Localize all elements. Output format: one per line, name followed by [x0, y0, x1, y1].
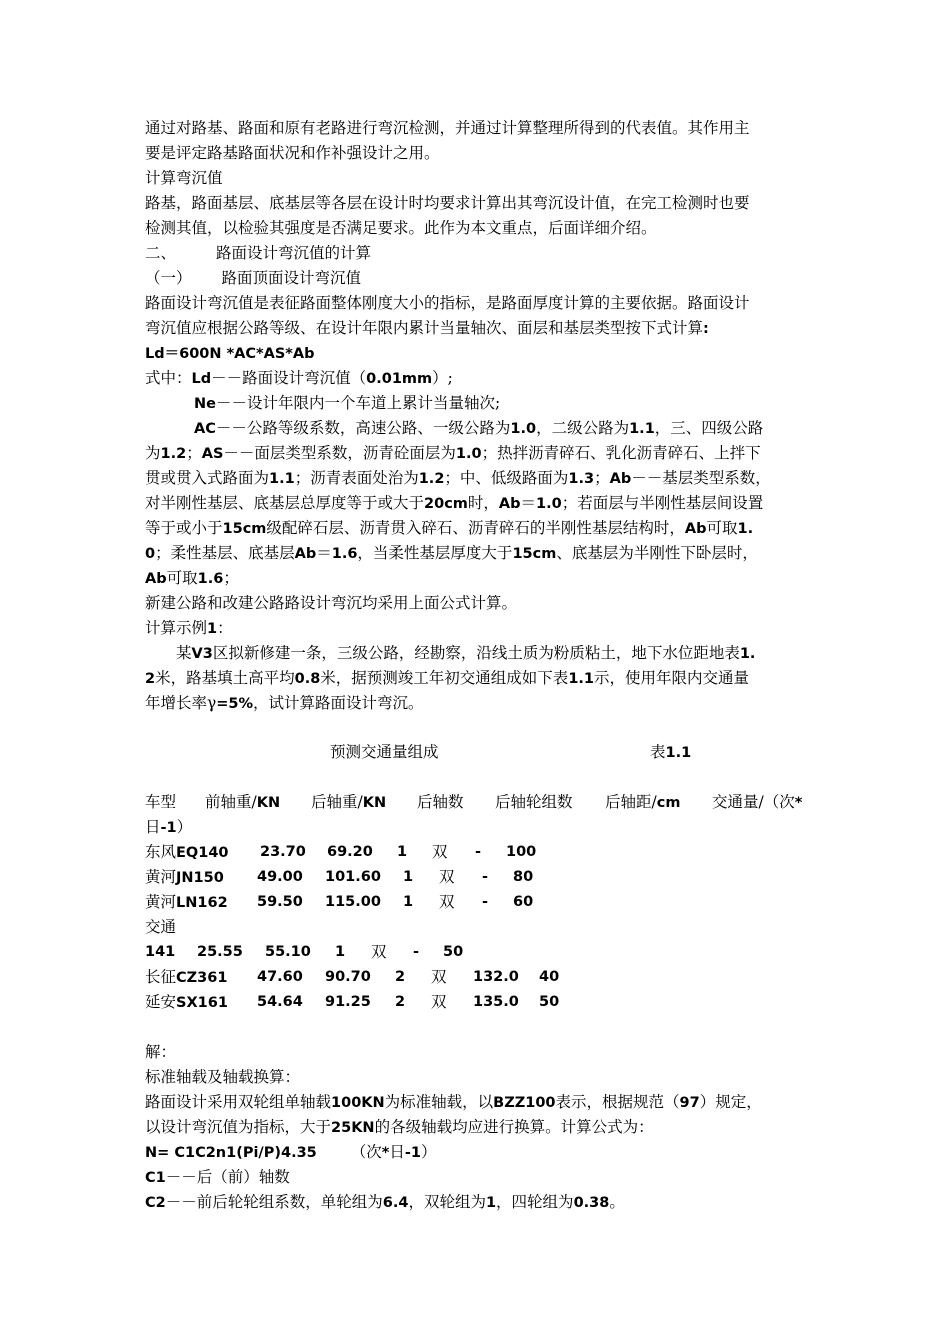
table-cell: 40 — [539, 969, 560, 985]
paragraph-line — [145, 691, 810, 716]
text: 1.1 — [665, 745, 692, 761]
table-cell: - — [482, 869, 489, 885]
formula-text: N= C1C2n1(Pi/P)4.35 — [145, 1145, 317, 1161]
table-cell: 1 — [403, 869, 414, 885]
paragraph-line — [145, 191, 810, 216]
table-cell: 80 — [513, 869, 534, 885]
text: Ab — [145, 571, 167, 587]
text: ） — [176, 818, 193, 836]
text: ；若面层与半刚性基层间设置 — [561, 494, 764, 512]
table-cell: 135.0 — [473, 994, 519, 1010]
table-row — [145, 890, 810, 915]
definition-c1 — [145, 1165, 810, 1190]
text: ，试计算路面设计弯沉。 — [253, 694, 424, 712]
text: －－后（前）轴数 — [165, 1168, 290, 1186]
text: 东风 — [145, 843, 177, 861]
example-heading — [145, 616, 810, 641]
table-cell: 50 — [443, 944, 464, 960]
text: ＝ — [520, 494, 537, 512]
text: ： — [217, 619, 233, 637]
text: 0.38 — [573, 1195, 610, 1211]
table-cell: 双 — [432, 843, 448, 861]
table-cell: 49.00 — [257, 869, 303, 885]
text: C1 — [145, 1170, 166, 1186]
formula — [145, 341, 810, 366]
text: 弯沉值应根据公路等级、在设计年限内累计当量轴次、面层和基层类型按下式计算 — [145, 319, 704, 337]
text: BZZ100 — [493, 1095, 556, 1111]
text: SX161 — [176, 995, 228, 1011]
text: 表示，根据规范（ — [555, 1093, 680, 1111]
text: 、底基层为半刚性下卧层时， — [556, 544, 758, 562]
text: 1.6 — [331, 546, 358, 562]
text: 的各级轴载均应进行换算。计算公式为： — [374, 1118, 654, 1136]
text: －－基层类型系数， — [631, 469, 771, 487]
table-cell: 141 — [145, 944, 176, 960]
text: ； — [186, 444, 202, 462]
text: （次 — [350, 1143, 382, 1161]
text: 解： — [145, 1043, 177, 1061]
solution-heading — [145, 1040, 810, 1065]
text: : — [703, 321, 709, 337]
text: ；沥青表面处治为 — [294, 469, 419, 487]
text: 计算示例 — [145, 619, 208, 637]
text: EQ140 — [176, 845, 229, 861]
text: ＝ — [316, 544, 332, 562]
paragraph-line — [145, 1065, 810, 1090]
table-cell: 双 — [431, 968, 447, 986]
text: －－面层类型系数，沥青砼面层为 — [223, 444, 456, 462]
text: 新建公路和改建公路路设计弯沉均采用上面公式计算。 — [145, 594, 518, 612]
text: 米，路基填土高平均 — [155, 669, 295, 687]
text: 。 — [609, 1193, 625, 1211]
table-cell: 90.70 — [325, 969, 371, 985]
text: 1.0 — [510, 421, 537, 437]
text: Ab — [609, 471, 632, 487]
table-cell: 交通 — [145, 918, 177, 936]
text: -1 — [404, 1145, 421, 1161]
table-header-wrap — [145, 815, 810, 840]
definition-c2 — [145, 1190, 810, 1215]
table-cell: 54.64 — [257, 994, 303, 1010]
heading — [145, 166, 810, 191]
table-caption — [145, 740, 810, 765]
text: 计算弯沉值 — [145, 169, 223, 187]
text: =5% — [216, 696, 254, 712]
text: 0 — [145, 546, 156, 562]
header-cell — [605, 790, 680, 816]
text: ）; — [432, 369, 453, 387]
text: V3 — [191, 646, 213, 662]
paragraph-line — [145, 1090, 810, 1115]
text: Ab — [498, 496, 521, 512]
text: 1.6 — [197, 571, 224, 587]
text: AS — [201, 446, 224, 462]
text: 可取 — [706, 519, 738, 537]
text: 通过对路基、路面和原有老路进行弯沉检测，并通过计算整理所得到的代表值。其作用主 — [145, 119, 750, 137]
text: 米，据预测竣工年初交通组成如下表 — [320, 669, 569, 687]
table-cell: 25.55 — [197, 944, 243, 960]
text: 1. — [737, 521, 754, 537]
text: 1.3 — [568, 471, 595, 487]
text: KN — [362, 795, 387, 811]
text: ，当柔性基层厚度大于 — [357, 544, 513, 562]
text: 1 — [207, 621, 218, 637]
table-cell: 101.60 — [325, 869, 381, 885]
table-cell: 115.00 — [325, 894, 381, 910]
table-cell: 91.25 — [325, 994, 371, 1010]
text: 1.0 — [536, 496, 562, 512]
paragraph-line — [145, 441, 810, 466]
paragraph-line — [145, 491, 810, 516]
text: 15cm — [222, 521, 267, 537]
paragraph-line — [145, 291, 810, 316]
text: 后轴重/ — [311, 793, 363, 811]
table-cell: 100 — [506, 844, 537, 860]
text: AC — [194, 421, 216, 437]
text: 以设计弯沉值为指标，大于 — [145, 1118, 332, 1136]
text: 日 — [389, 1143, 405, 1161]
text: ；柔性基层、底基层 — [155, 544, 295, 562]
text: ； — [223, 569, 239, 587]
text: 为 — [145, 444, 161, 462]
text: 长征 — [145, 968, 177, 986]
text: ，四轮组为 — [496, 1193, 574, 1211]
paragraph-line — [145, 541, 810, 566]
table-row — [145, 865, 810, 890]
paragraph-line — [145, 116, 810, 141]
table-cell: - — [413, 944, 420, 960]
table-cell: 双 — [439, 893, 455, 911]
table-cell: 2 — [395, 994, 406, 1010]
table-label — [650, 740, 691, 766]
paragraph-line — [145, 216, 810, 241]
table-cell: - — [482, 894, 489, 910]
text: 6.4 — [382, 1195, 409, 1211]
text: Ab — [294, 546, 317, 562]
text: －－设计年限内一个车道上累计当量轴次; — [215, 394, 501, 412]
paragraph-line — [145, 516, 810, 541]
paragraph-line — [145, 316, 810, 341]
definition-ne — [194, 391, 810, 416]
text: 黄河 — [145, 893, 177, 911]
text: cm — [656, 795, 681, 811]
text: 路面设计采用双轮组单轴载 — [145, 1093, 332, 1111]
text: 路基，路面基层、底基层等各层在设计时均要求计算出其弯沉设计值，在完工检测时也要 — [145, 194, 750, 212]
text: 可取 — [166, 569, 198, 587]
text: 检测其值，以检验其强度是否满足要求。此作为本文重点，后面详细介绍。 — [145, 219, 657, 237]
table-row — [145, 965, 810, 990]
text: C2 — [145, 1195, 166, 1211]
section-number: 二、 — [145, 244, 177, 262]
text: ，三、四级公路 — [654, 419, 764, 437]
text: ）规定， — [699, 1093, 762, 1111]
header-cell — [712, 790, 802, 816]
text: －－前后轮轮组系数，单轮组为 — [165, 1193, 383, 1211]
header-cell: 后轴轮组数 — [495, 793, 573, 811]
text: -1 — [160, 820, 177, 836]
text: 对半刚性基层、底基层总厚度等于或大于 — [145, 494, 425, 512]
text: ；中、低级路面为 — [444, 469, 569, 487]
table-cell: 双 — [439, 868, 455, 886]
paragraph-line — [176, 641, 810, 666]
formula — [145, 1140, 810, 1165]
text: 交通量/（次 — [712, 793, 795, 811]
text: ；热拌沥青碎石、乳化沥青碎石、上拌下 — [481, 444, 761, 462]
text: KN — [256, 795, 281, 811]
paragraph-line — [145, 466, 810, 491]
header-cell — [311, 790, 386, 816]
header-cell — [205, 790, 280, 816]
table-cell: 132.0 — [473, 969, 519, 985]
table-row — [145, 840, 810, 865]
table-cell: 1 — [403, 894, 414, 910]
text: Ab — [684, 521, 707, 537]
text: ，二级公路为 — [536, 419, 630, 437]
table-cell: 47.60 — [257, 969, 303, 985]
table-cell: 2 — [395, 969, 406, 985]
text: 0.01mm — [366, 371, 433, 387]
text: * — [794, 795, 803, 811]
table-cell: 60 — [513, 894, 534, 910]
table-cell: 55.10 — [265, 944, 311, 960]
text: 要是评定路基路面状况和作补强设计之用。 — [145, 144, 440, 162]
text: 级配碎石层、沥青贯入碎石、沥青碎石的半刚性基层结构时， — [266, 519, 685, 537]
text: 1.2 — [418, 471, 445, 487]
text: JN150 — [176, 870, 224, 886]
text: 某 — [176, 644, 192, 662]
paragraph-line — [145, 591, 810, 616]
table-cell: 59.50 — [257, 894, 303, 910]
section-heading — [145, 241, 810, 266]
text: 年增长率γ — [145, 694, 217, 712]
paragraph-line — [145, 666, 810, 691]
text: 1. — [739, 646, 756, 662]
table-cell: 1 — [397, 844, 408, 860]
text: 25KN — [331, 1120, 375, 1136]
section-number: （一） — [145, 269, 192, 287]
text: 等于或小于 — [145, 519, 223, 537]
text: 20cm — [424, 496, 468, 512]
table-cell: 69.20 — [327, 844, 373, 860]
text: Ld — [191, 371, 212, 387]
text: 时， — [467, 494, 499, 512]
definition-ld — [145, 366, 810, 391]
text: －－路面设计弯沉值（ — [211, 369, 367, 387]
text: 后轴距/ — [605, 793, 657, 811]
text: －－公路等级系数，高速公路、一级公路为 — [215, 419, 511, 437]
text: 0.8 — [294, 671, 321, 687]
text: 延安 — [145, 993, 177, 1011]
table-cell: 1 — [335, 944, 346, 960]
header-cell: 后轴数 — [417, 793, 464, 811]
text: 1.1 — [269, 471, 295, 487]
text: 1.2 — [160, 446, 187, 462]
header-cell: 车型 — [145, 793, 177, 811]
text: ； — [594, 469, 610, 487]
text: 黄河 — [145, 868, 177, 886]
text: 1.1 — [629, 421, 655, 437]
text: 示，使用年限内交通量 — [594, 669, 750, 687]
text: 15cm — [512, 546, 557, 562]
table-cell: 50 — [539, 994, 560, 1010]
text: 97 — [679, 1095, 700, 1111]
text: ，双轮组为 — [408, 1193, 486, 1211]
text: 前轴重/ — [205, 793, 257, 811]
table-header — [145, 790, 810, 815]
text: 100KN — [331, 1095, 385, 1111]
paragraph-line — [145, 566, 810, 591]
table-cell: 双 — [371, 943, 387, 961]
table-row — [145, 940, 810, 965]
text: 区拟新修建一条，三级公路，经勘察，沿线土质为粉质粘土，地下水位距地表 — [212, 644, 740, 662]
paragraph-line — [145, 1115, 810, 1140]
table-cell: - — [475, 844, 482, 860]
text: 标准轴载及轴载换算： — [145, 1068, 301, 1086]
subsection-heading — [145, 266, 810, 291]
text: 式中： — [145, 369, 192, 387]
formula-text: Ld＝600N *AC*AS*Ab — [145, 346, 315, 362]
text: 为标准轴载，以 — [384, 1093, 494, 1111]
table-row — [145, 990, 810, 1015]
table-cell: 23.70 — [260, 844, 306, 860]
text: * — [381, 1145, 390, 1161]
text: ） — [421, 1143, 437, 1161]
text: CZ361 — [176, 970, 228, 986]
text: LN162 — [176, 895, 228, 911]
text: 贯或贯入式路面为 — [145, 469, 270, 487]
section-title: 路面顶面设计弯沉值 — [221, 269, 362, 287]
text: 路面设计弯沉值是表征路面整体刚度大小的指标，是路面厚度计算的主要依据。路面设计 — [145, 294, 750, 312]
text: Ne — [194, 396, 216, 412]
text: 2 — [145, 671, 156, 687]
table-row-wrap — [145, 915, 810, 940]
text: 1.0 — [455, 446, 482, 462]
text: 1.1 — [568, 671, 594, 687]
text: 日 — [145, 818, 161, 836]
text: 1 — [485, 1195, 497, 1211]
section-title: 路面设计弯沉值的计算 — [216, 244, 372, 262]
caption-text: 预测交通量组成 — [330, 743, 439, 761]
table-cell: 双 — [431, 993, 447, 1011]
paragraph-line — [145, 141, 810, 166]
definition-ac — [194, 416, 810, 441]
text: 表 — [650, 743, 666, 761]
